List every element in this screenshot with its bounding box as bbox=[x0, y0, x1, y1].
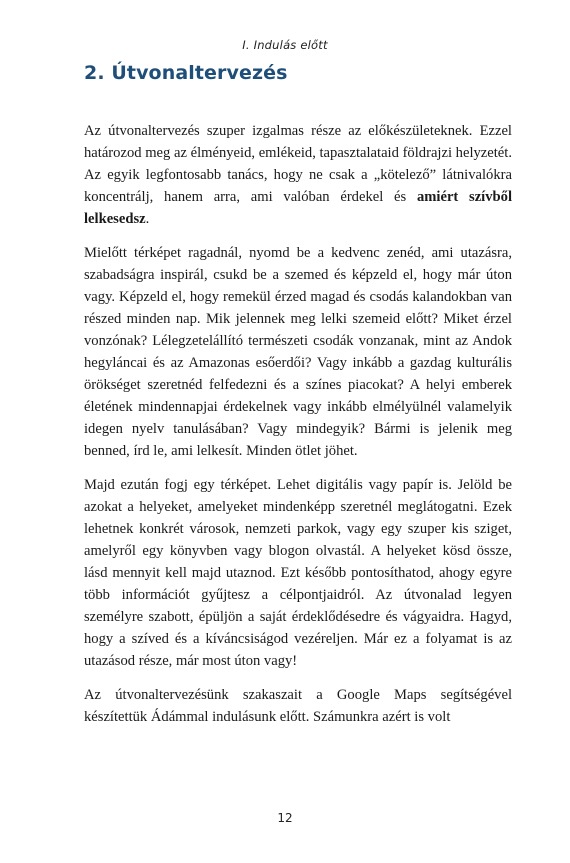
running-header: I. Indulás előtt bbox=[242, 38, 328, 52]
body-text bbox=[84, 120, 512, 740]
page-number: 12 bbox=[277, 811, 293, 825]
paragraph-3: Majd ezután fogj egy térképet. Lehet digitális vagy papír is. Jelöld be azokat a helyeket, amelyeket mindenképp szeretnél meglátogatni. Ezek lehetnek konkrét városok, nemzeti parkok, vagy egy szuper kis sziget, amelyről egy könyvben vagy blogon olvastál. A helyeket kösd össze, lásd mennyit kell majd utaznod. Ezt később pontosíthatod, ahogy egyre több információt gyűjtesz a célpontjaidról. Az útvonalad legyen személyre szabott, épüljön a saját érdeklődésedre és vágyaidra. Hagyd, hogy a szíved és a kíváncsiságod vezéreljen. Már ez a folyamat is az utazásod része, már most úton vagy! bbox=[84, 477, 512, 669]
paragraph-2: Mielőtt térképet ragadnál, nyomd be a kedvenc zenéd, ami utazásra, szabadságra inspirál, csukd be a szemed és képzeld el, hogy már úton vagy. Képzeld el, hogy remekül érzed magad és csodás kalandokban van részed minden nap. Mik jelennek meg lelki szemeid előtt? Miket érzel vonzónak? Lélegzetelállító természeti csodák vonzanak, mint az Andok hegyláncai és az Amazonas esőerdői? Vagy inkább a gazdag kulturális örökséget szeretnéd felfedezni és a színes piacokat? A helyi emberek életének mindennapjai érdekelnek vagy inkább elmélyülnél valamelyik idegen nyelv tanulásában? Vagy mindegyik? Bármi is jelenik meg benned, írd le, ami lelkesít. Minden ötlet jöhet. bbox=[84, 245, 512, 459]
paragraph-1-bold-phrase: amiért szívből lelkesedsz bbox=[84, 189, 513, 227]
paragraph-1-end: . bbox=[145, 211, 150, 227]
paragraph-1 bbox=[84, 120, 512, 230]
paragraph-4: Az útvonaltervezésünk szakaszait a Google Maps segítségével készítettük Ádámmal indulásunk előtt. Számunkra azért is volt bbox=[84, 687, 512, 725]
paragraph-1-text: Az útvonaltervezés szuper izgalmas része az előkészületeknek. Ezzel határozod meg az élményeid, emlékeid, tapasztalataid földrajzi helyzetét. Az egyik legfontosabb tanács, hogy ne csak a „kötelező” látnivalókra koncentrálj, hanem arra, ami valóban érdekel és bbox=[84, 123, 512, 205]
chapter-title: 2. Útvonaltervezés bbox=[84, 62, 288, 84]
